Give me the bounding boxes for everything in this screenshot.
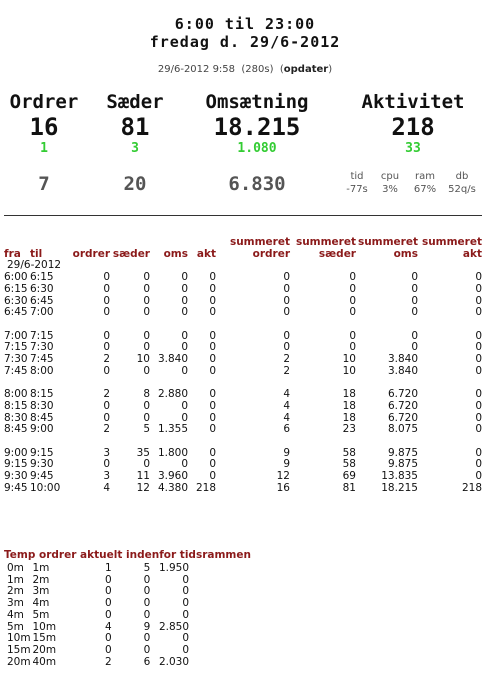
cell-oms: 0 xyxy=(181,271,188,284)
cell-from: 1m xyxy=(7,573,24,586)
cell-to: 3m xyxy=(32,585,50,598)
cell-akt: 0 xyxy=(209,399,216,412)
cell-fra: 6:00 xyxy=(4,271,28,284)
cell-sum-ordrer: 12 xyxy=(276,470,290,483)
cell-akt: 0 xyxy=(209,306,216,319)
cell-sum-saeder: 10 xyxy=(342,364,356,377)
cell-fra: 8:00 xyxy=(4,388,28,401)
cell-sum-ordrer: 0 xyxy=(283,341,290,354)
cell-saeder: 0 xyxy=(143,399,150,412)
cell-til: 8:45 xyxy=(30,411,54,424)
cell-saeder: 5 xyxy=(143,562,151,574)
cell-sum-oms: 6.720 xyxy=(387,411,418,424)
cell-sum-oms: 0 xyxy=(411,329,418,342)
cell-saeder: 9 xyxy=(143,620,151,633)
cell-from: 15m xyxy=(7,643,31,656)
cell-sum-saeder: 0 xyxy=(349,306,356,319)
table-row xyxy=(4,471,482,483)
cell-sum-akt: 218 xyxy=(461,481,482,494)
cell-saeder: 0 xyxy=(143,294,150,307)
cell-sum-ordrer: 0 xyxy=(283,306,290,319)
col-sum-akt-line1: summeret xyxy=(421,236,482,248)
col-sum-saeder-line2: sæder xyxy=(318,247,356,260)
cell-saeder: 0 xyxy=(143,585,151,598)
cell-ordrer: 0 xyxy=(103,399,110,412)
cell-sum-akt: 0 xyxy=(475,470,482,483)
sys-db-label: db xyxy=(455,171,469,182)
cell-ordrer: 0 xyxy=(105,643,112,656)
cell-saeder: 11 xyxy=(136,470,150,483)
col-til: til xyxy=(30,247,43,260)
table-row xyxy=(4,307,482,319)
cell-sum-oms: 0 xyxy=(411,271,418,284)
table-header-row xyxy=(4,237,482,260)
cell-sum-oms: 3.840 xyxy=(387,364,418,377)
cell-fra: 9:30 xyxy=(4,470,28,483)
cell-oms: 0 xyxy=(181,341,188,354)
cell-saeder: 0 xyxy=(143,364,150,377)
cell-sum-ordrer: 9 xyxy=(283,458,290,471)
cell-sum-oms: 13.835 xyxy=(381,470,418,483)
cell-akt: 0 xyxy=(209,458,216,471)
period-header xyxy=(0,15,490,51)
cell-ordrer: 4 xyxy=(103,481,110,494)
cell-akt: 218 xyxy=(195,481,216,494)
cell-sum-saeder: 58 xyxy=(342,458,356,471)
cell-to: 4m xyxy=(32,597,50,610)
col-sum-oms-line2: oms xyxy=(393,247,418,260)
cell-sum-akt: 0 xyxy=(475,329,482,342)
cell-sum-saeder: 0 xyxy=(349,329,356,342)
cell-sum-akt: 0 xyxy=(475,282,482,295)
col-sum-ordrer xyxy=(216,237,290,260)
cell-ordrer: 0 xyxy=(103,329,110,342)
col-akt: akt xyxy=(196,247,216,260)
temp-row xyxy=(4,657,189,669)
cell-sum-akt: 0 xyxy=(475,399,482,412)
cell-oms: 3.840 xyxy=(157,353,188,366)
temp-orders-title: Temp ordrer aktuelt indenfor tidsrammen xyxy=(4,549,251,561)
cell-sum-ordrer: 16 xyxy=(276,481,290,494)
cell-til: 7:00 xyxy=(30,306,54,319)
cell-akt: 0 xyxy=(209,423,216,436)
kpi-prev-seats: 20 xyxy=(123,173,147,195)
cell-sum-oms: 0 xyxy=(411,294,418,307)
period-range: 6:00 til 23:00 xyxy=(174,15,316,33)
spacer-cell xyxy=(4,319,482,331)
spacer-cell xyxy=(4,436,482,448)
cell-sum-oms: 9.875 xyxy=(387,446,418,459)
cell-fra: 9:45 xyxy=(4,481,28,494)
cell-oms: 0 xyxy=(181,282,188,295)
cell-sum-akt: 0 xyxy=(475,423,482,436)
sys-ram-label: ram xyxy=(415,171,435,182)
cell-saeder: 0 xyxy=(143,341,150,354)
interval-table xyxy=(4,237,482,494)
table-row xyxy=(4,366,482,378)
cell-oms: 0 xyxy=(181,294,188,307)
cell-fra: 6:15 xyxy=(4,282,28,295)
cell-oms: 0 xyxy=(181,329,188,342)
cell-sum-saeder: 0 xyxy=(349,294,356,307)
cell-to: 15m xyxy=(32,632,57,645)
cell-saeder: 0 xyxy=(143,573,151,586)
cell-oms: 1.800 xyxy=(157,446,188,459)
cell-sum-akt: 0 xyxy=(475,294,482,307)
cell-saeder: 0 xyxy=(143,643,151,656)
col-oms: oms xyxy=(163,247,188,260)
cell-saeder: 8 xyxy=(143,388,150,401)
cell-ordrer: 3 xyxy=(103,446,110,459)
cell-ordrer: 0 xyxy=(103,364,110,377)
update-link[interactable]: opdater xyxy=(283,64,329,75)
cell-sum-ordrer: 0 xyxy=(283,271,290,284)
cell-oms: 0 xyxy=(182,585,189,598)
timestamp: 29/6-2012 9:58 xyxy=(157,64,236,75)
cell-from: 3m xyxy=(7,597,24,610)
table-row xyxy=(4,331,482,343)
cell-til: 6:15 xyxy=(30,271,54,284)
cell-to: 1m xyxy=(32,562,50,574)
cell-sum-saeder: 0 xyxy=(349,282,356,295)
cell-from: 0m xyxy=(7,562,24,574)
kpi-value-revenue: 18.215 xyxy=(213,113,301,141)
cell-oms: 3.960 xyxy=(157,470,188,483)
table-row xyxy=(4,284,482,296)
cell-sum-ordrer: 4 xyxy=(283,388,290,401)
cell-sum-akt: 0 xyxy=(475,388,482,401)
cell-akt: 0 xyxy=(209,411,216,424)
cell-sum-saeder: 18 xyxy=(342,411,356,424)
cell-sum-saeder: 58 xyxy=(342,446,356,459)
status-line xyxy=(0,64,490,75)
temp-row xyxy=(4,645,189,657)
kpi-label-orders: Ordrer xyxy=(9,91,79,113)
cell-from: 4m xyxy=(7,608,24,621)
cell-oms: 2.880 xyxy=(157,388,188,401)
cell-sum-saeder: 23 xyxy=(342,423,356,436)
cell-saeder: 0 xyxy=(143,632,151,645)
divider xyxy=(4,215,482,216)
cell-ordrer: 0 xyxy=(103,294,110,307)
kpi-delta-revenue: 1.080 xyxy=(237,141,277,156)
cell-sum-akt: 0 xyxy=(475,458,482,471)
cell-to: 20m xyxy=(32,643,57,656)
cell-sum-oms: 9.875 xyxy=(387,458,418,471)
cell-til: 8:15 xyxy=(30,388,54,401)
cell-ordrer: 0 xyxy=(105,585,112,598)
cell-sum-akt: 0 xyxy=(475,271,482,284)
cell-sum-ordrer: 4 xyxy=(283,411,290,424)
cell-fra: 7:30 xyxy=(4,353,28,366)
temp-row xyxy=(4,610,189,622)
cell-oms: 0 xyxy=(182,573,189,586)
cell-oms: 0 xyxy=(182,632,189,645)
sys-time xyxy=(340,170,374,196)
cell-sum-oms: 18.215 xyxy=(381,481,418,494)
cell-from: 5m xyxy=(7,620,24,633)
cell-sum-oms: 0 xyxy=(411,341,418,354)
table-row xyxy=(4,354,482,366)
cell-ordrer: 2 xyxy=(103,423,110,436)
kpi-value-orders: 16 xyxy=(29,113,59,141)
cell-til: 9:30 xyxy=(30,458,54,471)
temp-orders-body xyxy=(4,563,189,668)
col-sum-akt-line2: akt xyxy=(462,247,482,260)
table-row xyxy=(4,296,482,308)
cell-til: 8:30 xyxy=(30,399,54,412)
cell-sum-ordrer: 0 xyxy=(283,282,290,295)
cell-sum-oms: 3.840 xyxy=(387,353,418,366)
sys-cpu xyxy=(374,170,406,196)
cell-sum-akt: 0 xyxy=(475,446,482,459)
kpi-label-revenue: Omsætning xyxy=(205,91,309,113)
cell-saeder: 10 xyxy=(136,353,150,366)
cell-sum-akt: 0 xyxy=(475,306,482,319)
cell-sum-ordrer: 0 xyxy=(283,329,290,342)
cell-ordrer: 0 xyxy=(103,411,110,424)
col-sum-ordrer-line2: ordrer xyxy=(252,247,290,260)
cell-til: 7:30 xyxy=(30,341,54,354)
cell-akt: 0 xyxy=(209,294,216,307)
cell-ordrer: 0 xyxy=(105,573,112,586)
cell-oms: 0 xyxy=(181,411,188,424)
col-sum-oms-line1: summeret xyxy=(357,236,418,248)
cell-sum-akt: 0 xyxy=(475,411,482,424)
cell-akt: 0 xyxy=(209,341,216,354)
cell-til: 9:15 xyxy=(30,446,54,459)
sys-cpu-label: cpu xyxy=(380,171,400,182)
group-spacer xyxy=(4,436,482,448)
cell-ordrer: 1 xyxy=(105,562,112,574)
cell-sum-oms: 8.075 xyxy=(387,423,418,436)
col-sum-akt xyxy=(418,237,482,260)
cell-to: 5m xyxy=(32,608,50,621)
cell-sum-saeder: 18 xyxy=(342,399,356,412)
cell-fra: 6:45 xyxy=(4,306,28,319)
cell-oms: 1.950 xyxy=(158,562,189,574)
cell-fra: 8:15 xyxy=(4,399,28,412)
sys-db xyxy=(444,170,480,196)
cell-oms: 0 xyxy=(182,608,189,621)
date-label: 29/6-2012 xyxy=(7,259,62,272)
cell-ordrer: 0 xyxy=(105,597,112,610)
cell-akt: 0 xyxy=(209,388,216,401)
cell-ordrer: 0 xyxy=(103,282,110,295)
cell-fra: 6:30 xyxy=(4,294,28,307)
cell-til: 6:30 xyxy=(30,282,54,295)
col-ordrer: ordrer xyxy=(72,247,110,260)
group-spacer xyxy=(4,319,482,331)
cell-oms: 0 xyxy=(181,399,188,412)
cell-saeder: 0 xyxy=(143,597,151,610)
cell-til: 9:00 xyxy=(30,423,54,436)
kpi-value-activity: 218 xyxy=(391,113,435,141)
cell-sum-ordrer: 4 xyxy=(283,399,290,412)
cell-ordrer: 2 xyxy=(105,655,112,668)
cell-oms: 0 xyxy=(181,306,188,319)
temp-orders-table xyxy=(4,563,189,668)
temp-row xyxy=(4,563,189,575)
cell-til: 8:00 xyxy=(30,364,54,377)
cell-sum-akt: 0 xyxy=(475,341,482,354)
kpi-delta-activity: 33 xyxy=(405,141,421,156)
sys-db-value: 52q/s xyxy=(448,184,476,195)
cell-saeder: 6 xyxy=(143,655,151,668)
cell-oms: 0 xyxy=(181,458,188,471)
sys-time-label: tid xyxy=(350,171,364,182)
cell-akt: 0 xyxy=(209,329,216,342)
cell-to: 2m xyxy=(32,573,50,586)
cell-sum-oms: 6.720 xyxy=(387,399,418,412)
sys-cpu-value: 3% xyxy=(382,184,398,195)
col-sum-ordrer-line1: summeret xyxy=(229,236,290,248)
cell-ordrer: 0 xyxy=(103,341,110,354)
cell-sum-ordrer: 2 xyxy=(283,364,290,377)
cell-sum-ordrer: 6 xyxy=(283,423,290,436)
cell-fra: 7:00 xyxy=(4,329,28,342)
cell-saeder: 0 xyxy=(143,282,150,295)
cell-sum-oms: 0 xyxy=(411,306,418,319)
cell-fra: 7:45 xyxy=(4,364,28,377)
cell-sum-oms: 0 xyxy=(411,282,418,295)
cell-til: 7:15 xyxy=(30,329,54,342)
sys-ram xyxy=(408,170,442,196)
cell-ordrer: 0 xyxy=(103,271,110,284)
cell-til: 9:45 xyxy=(30,470,54,483)
cell-akt: 0 xyxy=(209,364,216,377)
cell-ordrer: 3 xyxy=(103,470,110,483)
cell-fra: 7:15 xyxy=(4,341,28,354)
cell-til: 10:00 xyxy=(30,481,61,494)
cell-oms: 4.380 xyxy=(157,481,188,494)
cell-from: 10m xyxy=(7,632,31,645)
cell-ordrer: 4 xyxy=(105,620,112,633)
kpi-label-seats: Sæder xyxy=(106,91,164,113)
cell-sum-saeder: 18 xyxy=(342,388,356,401)
kpi-prev-orders: 7 xyxy=(38,173,50,195)
cell-ordrer: 0 xyxy=(103,458,110,471)
table-row xyxy=(4,272,482,284)
kpi-prev-revenue: 6.830 xyxy=(228,173,286,195)
col-saeder: sæder xyxy=(112,247,150,260)
cell-sum-saeder: 81 xyxy=(342,481,356,494)
col-sum-saeder-line1: summeret xyxy=(295,236,356,248)
update-paren-close: ) xyxy=(328,64,333,75)
cell-sum-ordrer: 0 xyxy=(283,294,290,307)
cell-ordrer: 0 xyxy=(105,608,112,621)
cell-til: 6:45 xyxy=(30,294,54,307)
cell-oms: 0 xyxy=(182,597,189,610)
update-paren-open: ( xyxy=(279,64,284,75)
kpi-label-activity: Aktivitet xyxy=(361,91,465,113)
cell-saeder: 0 xyxy=(143,608,151,621)
interval-table-body xyxy=(4,260,482,494)
cell-ordrer: 2 xyxy=(103,388,110,401)
cell-akt: 0 xyxy=(209,282,216,295)
kpi-delta-seats: 3 xyxy=(131,141,139,156)
cell-sum-akt: 0 xyxy=(475,364,482,377)
cell-saeder: 0 xyxy=(143,306,150,319)
kpi-delta-orders: 1 xyxy=(40,141,48,156)
cell-oms: 2.030 xyxy=(158,655,189,668)
cell-sum-ordrer: 9 xyxy=(283,446,290,459)
cell-ordrer: 0 xyxy=(105,632,112,645)
cell-sum-oms: 6.720 xyxy=(387,388,418,401)
table-row xyxy=(4,424,482,436)
cell-saeder: 0 xyxy=(143,271,150,284)
cell-fra: 9:15 xyxy=(4,458,28,471)
cell-saeder: 0 xyxy=(143,411,150,424)
period-date: fredag d. 29/6-2012 xyxy=(149,33,341,51)
cell-akt: 0 xyxy=(209,470,216,483)
col-sum-saeder xyxy=(290,237,356,260)
cell-saeder: 0 xyxy=(143,329,150,342)
table-row xyxy=(4,401,482,413)
cell-saeder: 12 xyxy=(136,481,150,494)
cell-oms: 1.355 xyxy=(157,423,188,436)
date-row xyxy=(4,260,482,272)
sys-time-value: -77s xyxy=(346,184,368,195)
cell-saeder: 5 xyxy=(143,423,150,436)
cell-fra: 8:45 xyxy=(4,423,28,436)
table-row xyxy=(4,483,482,495)
kpi-value-seats: 81 xyxy=(120,113,150,141)
col-sum-oms xyxy=(356,237,418,260)
col-fra: fra xyxy=(4,247,21,260)
age: (280s) xyxy=(241,64,274,75)
cell-akt: 0 xyxy=(209,446,216,459)
cell-oms: 0 xyxy=(181,364,188,377)
cell-saeder: 35 xyxy=(136,446,150,459)
sys-ram-value: 67% xyxy=(413,184,437,195)
cell-from: 2m xyxy=(7,585,24,598)
cell-til: 7:45 xyxy=(30,353,54,366)
cell-fra: 8:30 xyxy=(4,411,28,424)
cell-akt: 0 xyxy=(209,353,216,366)
cell-ordrer: 2 xyxy=(103,353,110,366)
cell-ordrer: 0 xyxy=(103,306,110,319)
cell-sum-saeder: 0 xyxy=(349,271,356,284)
cell-sum-saeder: 0 xyxy=(349,341,356,354)
cell-saeder: 0 xyxy=(143,458,150,471)
cell-sum-saeder: 10 xyxy=(342,353,356,366)
cell-sum-akt: 0 xyxy=(475,353,482,366)
cell-sum-saeder: 69 xyxy=(342,470,356,483)
cell-from: 20m xyxy=(7,655,31,668)
cell-oms: 0 xyxy=(182,643,189,656)
cell-to: 10m xyxy=(32,620,57,633)
cell-akt: 0 xyxy=(209,271,216,284)
cell-sum-ordrer: 2 xyxy=(283,353,290,366)
cell-fra: 9:00 xyxy=(4,446,28,459)
cell-oms: 2.850 xyxy=(158,620,189,633)
cell-to: 40m xyxy=(32,655,57,668)
